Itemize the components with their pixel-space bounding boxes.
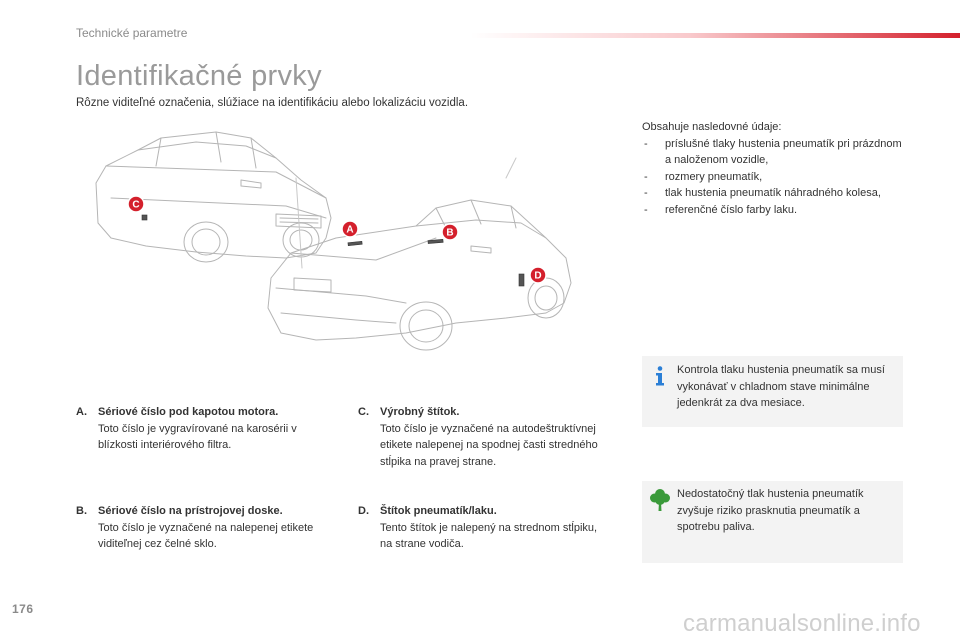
eco-box — [642, 481, 903, 563]
info-icon — [654, 366, 666, 386]
list-item: - rozmery pneumatík, — [642, 169, 902, 186]
item-c — [358, 404, 613, 470]
list-item: - referenčné číslo farby laku. — [642, 202, 902, 219]
item-c-letter: C. — [358, 406, 369, 418]
info-box-text: Kontrola tlaku hustenia pneumatík sa musí vykonávať v chladnom stave minimálne jedenkrát za dva mesiace. — [677, 364, 885, 409]
item-d-title: Štítok pneumatík/laku. — [380, 505, 497, 517]
item-d-letter: D. — [358, 505, 369, 517]
item-c-title: Výrobný štítok. — [380, 406, 460, 418]
svg-text:B: B — [446, 227, 454, 239]
list-item: - tlak hustenia pneumatík náhradného kolesa, — [642, 185, 902, 202]
intro-text: Rôzne viditeľné označenia, slúžiace na identifikáciu alebo lokalizáciu vozidla. — [76, 97, 469, 109]
svg-text:A: A — [346, 224, 354, 236]
list-item: - príslušné tlaky hustenia pneumatík pri prázdnom a naloženom vozidle, — [642, 136, 902, 169]
marker-b — [442, 224, 458, 240]
item-b-body: Toto číslo je vyznačené na nalepenej etikete viditeľnej cez čelné sklo. — [98, 521, 314, 550]
item-b-title: Sériové číslo na prístrojovej doske. — [98, 505, 283, 517]
tree-icon — [649, 488, 671, 512]
watermark: carmanualsonline.info — [683, 610, 921, 637]
item-c-body: Toto číslo je vyznačené na autodeštruktívnej etikete nalepenej na spodnej časti stredného stĺpika na pravej strane. — [380, 422, 598, 468]
item-b — [76, 503, 336, 553]
marker-a — [342, 221, 358, 237]
header-rule — [470, 33, 960, 38]
eco-box-text: Nedostatočný tlak hustenia pneumatík zvyšuje riziko prasknutia pneumatík a spotrebu paliva. — [677, 488, 864, 533]
item-d — [358, 503, 598, 553]
page-number: 176 — [12, 602, 34, 616]
marker-c — [128, 196, 144, 212]
svg-text:C: C — [132, 199, 140, 211]
tire-label-intro: Obsahuje nasledovné údaje: — [642, 121, 782, 133]
item-d-body: Tento štítok je nalepený na strednom stĺpiku, na strane vodiča. — [380, 521, 598, 550]
item-a-body: Toto číslo je vygravírované na karosérii v blízkosti interiérového filtra. — [98, 422, 297, 451]
item-a-letter: A. — [76, 406, 87, 418]
svg-text:D: D — [534, 270, 542, 282]
tire-label-contents — [642, 119, 902, 218]
section-header: Technické parametre — [76, 26, 188, 40]
page-title: Identifikačné prvky — [76, 60, 322, 92]
tire-label-list — [642, 136, 902, 219]
info-box — [642, 356, 903, 427]
marker-d — [530, 267, 546, 283]
item-b-letter: B. — [76, 505, 87, 517]
car-illustration — [76, 128, 616, 388]
item-a-title: Sériové číslo pod kapotou motora. — [98, 406, 279, 418]
item-a — [76, 404, 336, 454]
front-car-drawing — [268, 158, 571, 350]
label-plates — [142, 215, 524, 286]
